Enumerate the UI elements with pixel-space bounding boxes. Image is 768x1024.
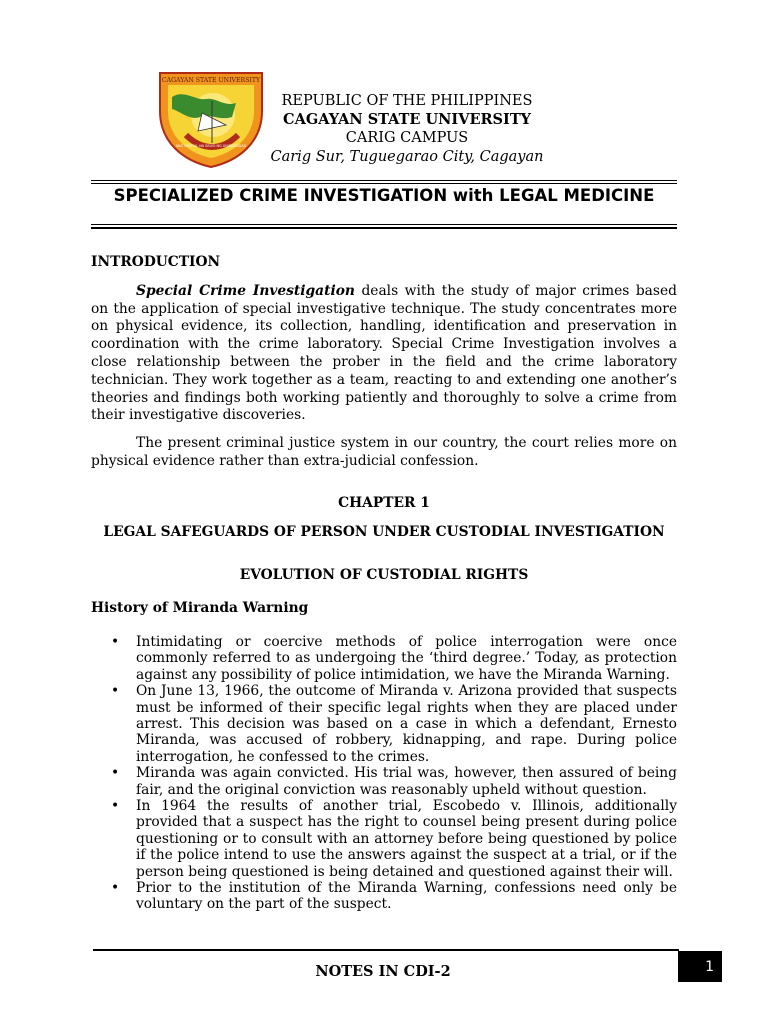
bullet-icon: • (111, 633, 120, 650)
republic-line: REPUBLIC OF THE PHILIPPINES (281, 93, 533, 109)
university-name: CAGAYAN STATE UNIVERSITY (283, 110, 531, 128)
seal-motto-text: ANG OPISYAL NA SELYO NG UNIBERSIDAD (175, 144, 247, 148)
introduction-heading: INTRODUCTION (91, 254, 221, 270)
title-bottom-rule-2 (91, 227, 677, 229)
title-top-rule-1 (91, 180, 677, 181)
footer-rule (93, 949, 679, 951)
bullet-icon: • (111, 683, 120, 700)
list-item: • Miranda was again convicted. His trial was, however, then assured of being fair, and the original conviction was reasonably upheld without question. (111, 765, 677, 798)
page-number: 1 (678, 951, 722, 982)
section-heading: EVOLUTION OF CUSTODIAL RIGHTS (239, 567, 529, 584)
bullet-icon: • (111, 880, 120, 897)
address-line: Carig Sur, Tuguegarao City, Cagayan (270, 148, 544, 165)
university-header (262, 92, 552, 166)
list-item: • Intimidating or coercive methods of police interrogation were once commonly referred to as undergoing the ‘third degree.’ Today, as protection against any possibility of police intimidation, we have the Miranda Warning. (111, 633, 677, 683)
document-title: SPECIALIZED CRIME INVESTIGATION with LEGAL MEDICINE (113, 186, 655, 205)
title-top-rule-2 (91, 183, 677, 184)
list-item: • Prior to the institution of the Miranda Warning, confessions need only be voluntary on the part of the suspect. (111, 880, 677, 913)
introduction-paragraph-1 (91, 283, 677, 425)
title-bottom-rule-1 (91, 224, 677, 225)
document-body (91, 254, 677, 913)
chapter-title: LEGAL SAFEGUARDS OF PERSON UNDER CUSTODIAL INVESTIGATION (103, 523, 665, 540)
seal-title-text: CAGAYAN STATE UNIVERSITY (161, 77, 261, 84)
university-seal-logo (158, 71, 264, 169)
miranda-bullet-list (91, 634, 677, 913)
campus-line: CARIG CAMPUS (345, 130, 469, 146)
footer-text: NOTES IN CDI-2 (315, 963, 451, 980)
bullet-icon: • (111, 765, 120, 782)
chapter-label: CHAPTER 1 (338, 494, 430, 511)
intro-lead-term: Special Crime Investigation (136, 282, 355, 299)
list-item: • On June 13, 1966, the outcome of Miranda v. Arizona provided that suspects must be informed of their specific legal rights when they are placed under arrest. This decision was based on a case in which a defendant, Ernesto Miranda, was accused of robbery, kidnapping, and rape. During police interrogation, he confessed to the crimes. (111, 683, 677, 765)
list-item: • In 1964 the results of another trial, Escobedo v. Illinois, additionally provided that a suspect has the right to counsel being present during police questioning or to consult with an attorney before being questioned by police if the police intend to use the answers against the suspect at a trial, or if the person being questioned is being detained and questioned against their will. (111, 798, 677, 880)
intro-paragraph-1-text: deals with the study of major crimes based on the application of special investigative technique. The study concentrates more on physical evidence, its collection, handling, identification and preservation in coordination with the crime laboratory. Special Crime Investigation involves a close relationship between the prober in the field and the crime laboratory technician. They work together as a team, reacting to and extending one another’s theories and findings both working patiently and thoroughly to solve a crime from their investigative discoveries. (91, 282, 677, 424)
introduction-paragraph-2: The present criminal justice system in our country, the court relies more on physical evidence rather than extra-judicial confession. (91, 435, 677, 469)
subsection-heading: History of Miranda Warning (91, 600, 309, 617)
bullet-icon: • (111, 798, 120, 815)
